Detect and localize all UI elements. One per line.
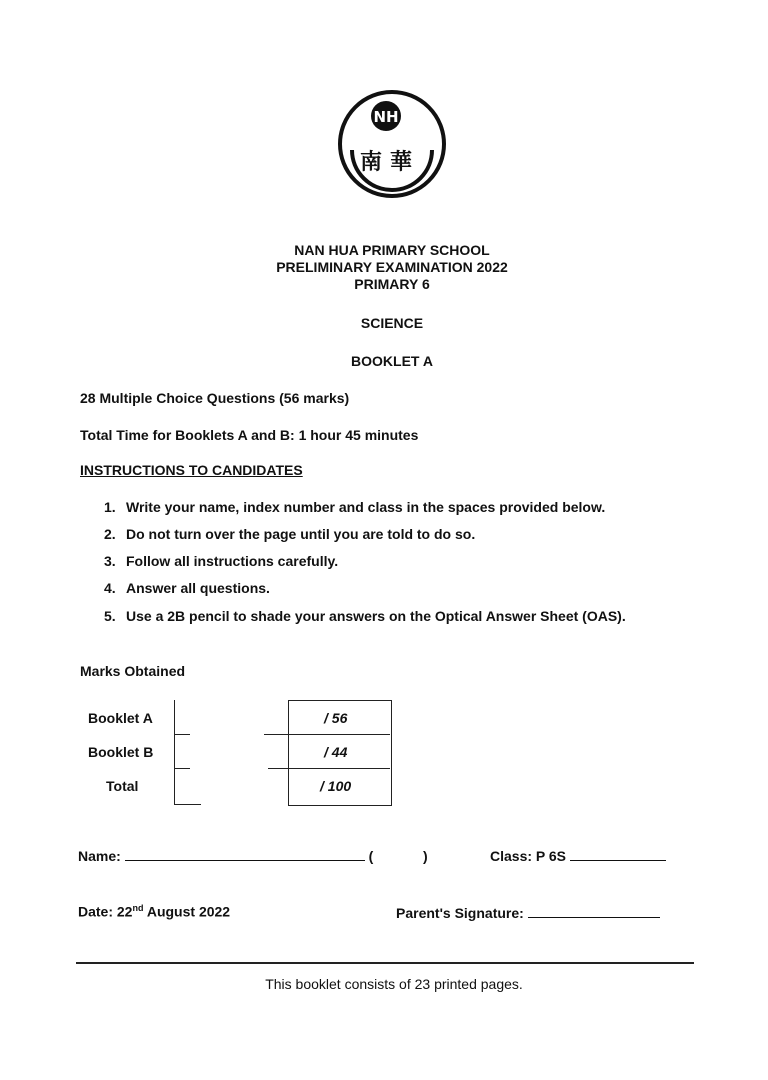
exam-title: PRELIMINARY EXAMINATION 2022: [276, 259, 508, 275]
index-paren-close: ): [423, 848, 428, 864]
signature-row: [396, 905, 660, 921]
logo-char-hua: 華: [390, 150, 413, 175]
score-divider: [174, 734, 190, 735]
instruction-item: [104, 526, 475, 542]
row-label-total: Total: [106, 778, 139, 794]
footer-divider: [76, 962, 694, 964]
questions-info: 28 Multiple Choice Questions (56 marks): [80, 390, 350, 406]
instructions-heading: INSTRUCTIONS TO CANDIDATES: [80, 462, 303, 478]
booklet-title: BOOKLET A: [351, 353, 433, 369]
class-label: Class: P 6S: [490, 848, 567, 864]
max-marks-b: / 44: [324, 744, 348, 760]
class-field[interactable]: [570, 860, 666, 861]
date-rest: August 2022: [143, 903, 231, 920]
instruction-num: 1.: [104, 499, 116, 515]
score-divider: [264, 734, 390, 735]
date-row: [78, 903, 230, 920]
max-marks-a: / 56: [324, 710, 348, 726]
instruction-num: 4.: [104, 580, 116, 596]
instruction-text: Write your name, index number and class in the spaces provided below.: [126, 499, 606, 515]
index-paren-open: (: [368, 848, 374, 864]
school-name: NAN HUA PRIMARY SCHOOL: [294, 242, 490, 258]
instruction-num: 2.: [104, 526, 116, 542]
instruction-item: [104, 553, 338, 569]
date-label: Date: 22: [78, 903, 133, 920]
logo-monogram: NH: [373, 108, 399, 126]
signature-label: Parent's Signature:: [396, 905, 524, 921]
subject-title: SCIENCE: [360, 315, 424, 331]
instruction-text: Follow all instructions carefully.: [126, 553, 339, 569]
page-count-note: This booklet consists of 23 printed pages.: [265, 976, 523, 992]
instruction-num: 3.: [104, 553, 116, 569]
score-bracket-left: [174, 700, 201, 805]
instruction-item: [104, 580, 270, 596]
instruction-num: 5.: [104, 608, 116, 624]
school-logo: [336, 88, 448, 200]
instruction-text: Use a 2B pencil to shade your answers on the Optical Answer Sheet (OAS).: [126, 608, 626, 624]
marks-heading: Marks Obtained: [80, 663, 186, 679]
name-field[interactable]: [125, 860, 365, 861]
class-row: [490, 848, 666, 864]
instruction-item: [104, 499, 605, 515]
time-info: Total Time for Booklets A and B: 1 hour 45 minutes: [80, 427, 419, 443]
logo-char-nan: 南: [360, 150, 383, 175]
instruction-text: Do not turn over the page until you are told to do so.: [126, 526, 476, 542]
level-title: PRIMARY 6: [354, 276, 430, 292]
row-label-booklet-b: Booklet B: [88, 744, 154, 760]
row-label-booklet-a: Booklet A: [88, 710, 153, 726]
max-marks-total: / 100: [320, 778, 352, 794]
score-divider: [174, 768, 190, 769]
name-label: Name:: [78, 848, 121, 864]
score-divider: [268, 768, 390, 769]
date-suffix: nd: [132, 903, 144, 913]
signature-field[interactable]: [528, 917, 660, 918]
instruction-text: Answer all questions.: [126, 580, 270, 596]
name-row: [78, 848, 428, 864]
logo-emblem: [336, 88, 448, 200]
instruction-item: [104, 608, 626, 624]
